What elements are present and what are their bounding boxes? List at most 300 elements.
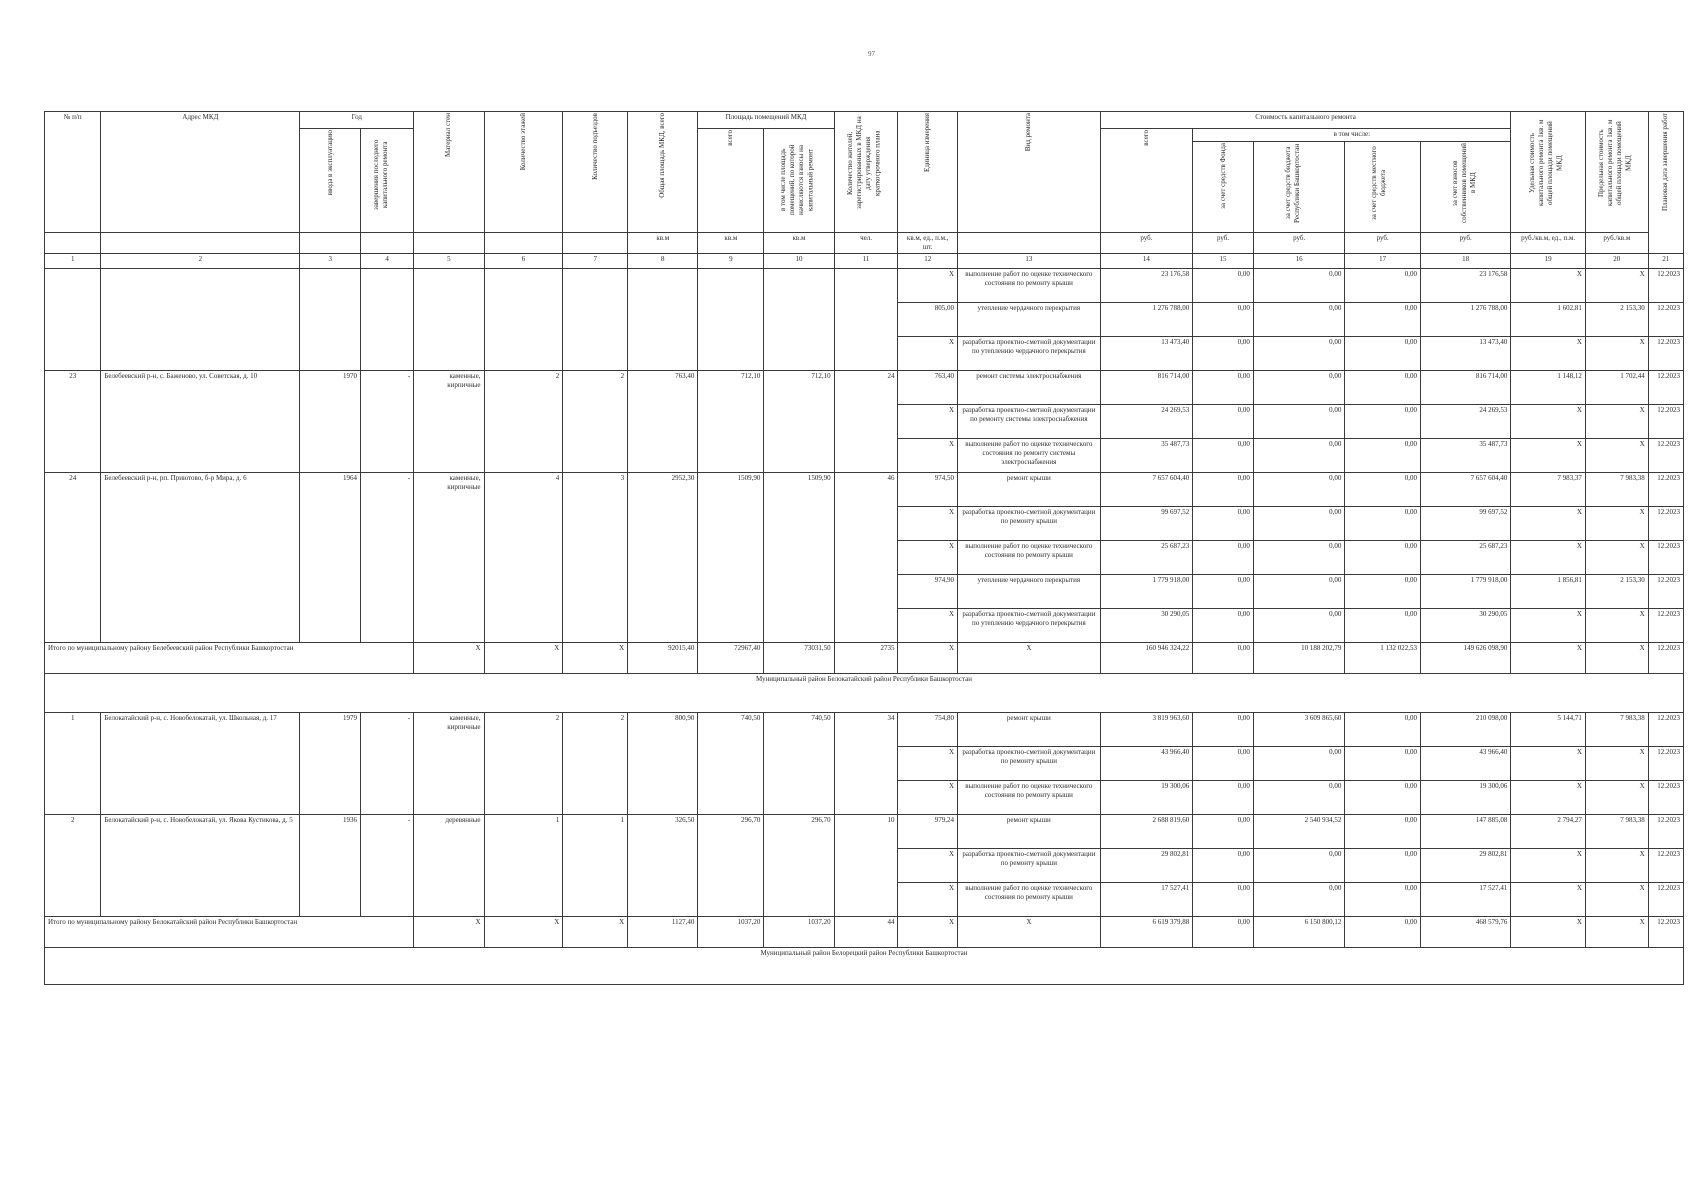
cost-total-cell: 17 527,41 bbox=[1100, 883, 1193, 917]
cost-owners-cell: 17 527,41 bbox=[1420, 883, 1510, 917]
max-cost-cell: X bbox=[1585, 541, 1648, 575]
cost-local-cell: 0,00 bbox=[1345, 575, 1421, 609]
unit-cell: X bbox=[898, 405, 958, 439]
column-number: 1 bbox=[45, 254, 101, 269]
header-cost-fund: за счет средств Фонда bbox=[1193, 142, 1254, 233]
cost-fund-cell: 0,00 bbox=[1193, 883, 1254, 917]
specific-cost-cell: X bbox=[1511, 747, 1585, 781]
cost-rb-cell: 0,00 bbox=[1253, 303, 1345, 337]
cost-local-cell: 0,00 bbox=[1345, 747, 1421, 781]
unit-cell: X bbox=[898, 337, 958, 371]
cost-fund-cell: 0,00 bbox=[1193, 405, 1254, 439]
specific-cost-cell: 7 983,37 bbox=[1511, 473, 1585, 507]
unit-cell: X bbox=[898, 609, 958, 643]
residents-cell: 34 bbox=[834, 713, 898, 815]
unit-cell: руб./кв.м bbox=[1585, 233, 1648, 254]
unit-cell: 805,00 bbox=[898, 303, 958, 337]
total-label-cell: Итого по муниципальному району Белебеевский район Республики Башкортостан bbox=[45, 643, 414, 674]
premises-area-cell: 712,10 bbox=[698, 371, 764, 473]
cost-owners-cell: 29 802,81 bbox=[1420, 849, 1510, 883]
column-number: 14 bbox=[1100, 254, 1193, 269]
deadline-cell: 12.2023 bbox=[1648, 541, 1683, 575]
row-number-cell: 24 bbox=[45, 473, 101, 643]
column-number: 8 bbox=[628, 254, 698, 269]
cost-owners-cell: 210 098,00 bbox=[1420, 713, 1510, 747]
column-number: 13 bbox=[958, 254, 1101, 269]
empty-cell bbox=[300, 269, 361, 371]
total-area-cell: 326,50 bbox=[628, 815, 698, 917]
contrib-area-cell: 712,10 bbox=[764, 371, 834, 473]
cost-fund-cell: 0,00 bbox=[1193, 507, 1254, 541]
section-title-cell: Муниципальный район Белокатайский район Республики Башкортостан bbox=[45, 674, 1684, 713]
premises-area-cell: 1509,90 bbox=[698, 473, 764, 643]
specific-cost-cell: X bbox=[1511, 609, 1585, 643]
max-cost-cell: 1 702,44 bbox=[1585, 371, 1648, 405]
repair-type-cell: выполнение работ по оценке технического состояния по ремонту крыши bbox=[958, 541, 1101, 575]
cost-rb-cell: 0,00 bbox=[1253, 507, 1345, 541]
cost-local-cell: 0,00 bbox=[1345, 815, 1421, 849]
cost-total-cell: 25 687,23 bbox=[1100, 541, 1193, 575]
total-spec-cell: X bbox=[1511, 917, 1585, 948]
last-repair-cell: - bbox=[361, 815, 414, 917]
repair-type-cell: выполнение работ по оценке технического состояния по ремонту крыши bbox=[958, 883, 1101, 917]
cost-local-cell: 0,00 bbox=[1345, 405, 1421, 439]
specific-cost-cell: 1 602,81 bbox=[1511, 303, 1585, 337]
total-area-cell: 763,40 bbox=[628, 371, 698, 473]
header-deadline: Плановая дата завершения работ bbox=[1648, 112, 1683, 254]
repair-type-cell: утепление чердачного перекрытия bbox=[958, 303, 1101, 337]
deadline-cell: 12.2023 bbox=[1648, 713, 1683, 747]
column-number: 12 bbox=[898, 254, 958, 269]
cost-fund-cell: 0,00 bbox=[1193, 303, 1254, 337]
header-cost-owners: за счет взносов собственников помещений в МКД bbox=[1420, 142, 1510, 233]
deadline-cell: 12.2023 bbox=[1648, 405, 1683, 439]
cost-local-cell: 0,00 bbox=[1345, 713, 1421, 747]
header-year: Год bbox=[300, 112, 414, 129]
cost-fund-cell: 0,00 bbox=[1193, 849, 1254, 883]
column-number: 15 bbox=[1193, 254, 1254, 269]
empty-cell bbox=[361, 269, 414, 371]
section-row bbox=[45, 674, 1684, 713]
cost-local-cell: 0,00 bbox=[1345, 849, 1421, 883]
entrances-cell: 2 bbox=[563, 371, 628, 473]
unit-cell: X bbox=[898, 541, 958, 575]
address-cell: Белебеевский р-н, рп. Приютово, б-р Мира, д. 6 bbox=[101, 473, 300, 643]
year-cell: 1979 bbox=[300, 713, 361, 815]
last-repair-cell: - bbox=[361, 371, 414, 473]
header-year-last-repair: завершения последнего капитального ремонта bbox=[361, 129, 414, 233]
deadline-cell: 12.2023 bbox=[1648, 815, 1683, 849]
max-cost-cell: X bbox=[1585, 849, 1648, 883]
contrib-area-cell: 296,70 bbox=[764, 815, 834, 917]
header-total-area: Общая площадь МКД, всего bbox=[628, 112, 698, 233]
total-repair-cell: X bbox=[958, 917, 1101, 948]
empty-cell bbox=[764, 269, 834, 371]
unit-cell: руб. bbox=[1420, 233, 1510, 254]
deadline-cell: 12.2023 bbox=[1648, 609, 1683, 643]
max-cost-cell: X bbox=[1585, 781, 1648, 815]
cost-total-cell: 1 779 918,00 bbox=[1100, 575, 1193, 609]
total-prem-cell: 72967,40 bbox=[698, 643, 764, 674]
total-row bbox=[45, 643, 1684, 674]
cost-rb-cell: 0,00 bbox=[1253, 541, 1345, 575]
deadline-cell: 12.2023 bbox=[1648, 269, 1683, 303]
unit-cell: 974,90 bbox=[898, 575, 958, 609]
specific-cost-cell: X bbox=[1511, 337, 1585, 371]
total-owners-cell: 149 626 098,90 bbox=[1420, 643, 1510, 674]
cost-fund-cell: 0,00 bbox=[1193, 473, 1254, 507]
column-number: 20 bbox=[1585, 254, 1648, 269]
repair-type-cell: разработка проектно-сметной документации по ремонту крыши bbox=[958, 849, 1101, 883]
section-row bbox=[45, 948, 1684, 985]
total-prem-cell: 1037,20 bbox=[698, 917, 764, 948]
deadline-cell: 12.2023 bbox=[1648, 439, 1683, 473]
total-unit-cell: X bbox=[898, 917, 958, 948]
total-unit-cell: X bbox=[898, 643, 958, 674]
year-cell: 1964 bbox=[300, 473, 361, 643]
header-year-commissioning: ввода в эксплуатацию bbox=[300, 129, 361, 233]
max-cost-cell: X bbox=[1585, 883, 1648, 917]
cost-owners-cell: 816 714,00 bbox=[1420, 371, 1510, 405]
total-spec-cell: X bbox=[1511, 643, 1585, 674]
max-cost-cell: X bbox=[1585, 269, 1648, 303]
unit-cell: X bbox=[898, 507, 958, 541]
header-row-1 bbox=[45, 112, 1684, 129]
max-cost-cell: X bbox=[1585, 405, 1648, 439]
column-number: 11 bbox=[834, 254, 898, 269]
max-cost-cell: 2 153,30 bbox=[1585, 303, 1648, 337]
repair-type-cell: разработка проектно-сметной документации по ремонту крыши bbox=[958, 507, 1101, 541]
total-rb-cell: 10 188 202,79 bbox=[1253, 643, 1345, 674]
header-entrances: Количество подъездов bbox=[563, 112, 628, 233]
floors-cell: 2 bbox=[484, 713, 563, 815]
cost-rb-cell: 0,00 bbox=[1253, 609, 1345, 643]
unit-cell: руб./кв.м, ед., п.м. bbox=[1511, 233, 1585, 254]
unit-cell: X bbox=[898, 439, 958, 473]
cost-owners-cell: 99 697,52 bbox=[1420, 507, 1510, 541]
column-number: 10 bbox=[764, 254, 834, 269]
cost-rb-cell: 0,00 bbox=[1253, 473, 1345, 507]
table-row bbox=[45, 371, 1684, 405]
cost-local-cell: 0,00 bbox=[1345, 541, 1421, 575]
repair-plan-table bbox=[44, 111, 1684, 985]
column-number: 5 bbox=[414, 254, 484, 269]
wall-material-cell: деревянные bbox=[414, 815, 484, 917]
unit-cell: X bbox=[898, 747, 958, 781]
cost-local-cell: 0,00 bbox=[1345, 337, 1421, 371]
specific-cost-cell: 2 794,27 bbox=[1511, 815, 1585, 849]
column-number: 9 bbox=[698, 254, 764, 269]
floors-cell: 4 bbox=[484, 473, 563, 643]
cost-rb-cell: 0,00 bbox=[1253, 747, 1345, 781]
header-incl: в том числе: bbox=[1193, 129, 1511, 142]
cost-local-cell: 0,00 bbox=[1345, 439, 1421, 473]
header-num: № п/п bbox=[45, 112, 101, 233]
total-date-cell: 12.2023 bbox=[1648, 917, 1683, 948]
cost-owners-cell: 24 269,53 bbox=[1420, 405, 1510, 439]
cost-owners-cell: 1 779 918,00 bbox=[1420, 575, 1510, 609]
cost-rb-cell: 2 540 934,52 bbox=[1253, 815, 1345, 849]
table-row bbox=[45, 815, 1684, 849]
repair-type-cell: выполнение работ по оценке технического состояния по ремонту крыши bbox=[958, 269, 1101, 303]
empty-cell bbox=[563, 269, 628, 371]
deadline-cell: 12.2023 bbox=[1648, 575, 1683, 609]
max-cost-cell: 7 983,38 bbox=[1585, 815, 1648, 849]
cost-fund-cell: 0,00 bbox=[1193, 815, 1254, 849]
cost-local-cell: 0,00 bbox=[1345, 883, 1421, 917]
deadline-cell: 12.2023 bbox=[1648, 473, 1683, 507]
specific-cost-cell: 1 148,12 bbox=[1511, 371, 1585, 405]
repair-type-cell: разработка проектно-сметной документации по утеплению чердачного перекрытия bbox=[958, 609, 1101, 643]
table-body bbox=[45, 112, 1684, 985]
column-number: 17 bbox=[1345, 254, 1421, 269]
deadline-cell: 12.2023 bbox=[1648, 883, 1683, 917]
repair-type-cell: утепление чердачного перекрытия bbox=[958, 575, 1101, 609]
unit-cell: 763,40 bbox=[898, 371, 958, 405]
floors-cell: 2 bbox=[484, 371, 563, 473]
cost-owners-cell: 35 487,73 bbox=[1420, 439, 1510, 473]
cost-owners-cell: 147 885,08 bbox=[1420, 815, 1510, 849]
unit-cell: 974,50 bbox=[898, 473, 958, 507]
unit-cell: X bbox=[898, 883, 958, 917]
specific-cost-cell: X bbox=[1511, 849, 1585, 883]
max-cost-cell: X bbox=[1585, 337, 1648, 371]
deadline-cell: 12.2023 bbox=[1648, 747, 1683, 781]
cost-total-cell: 3 819 963,60 bbox=[1100, 713, 1193, 747]
specific-cost-cell: 5 144,71 bbox=[1511, 713, 1585, 747]
deadline-cell: 12.2023 bbox=[1648, 303, 1683, 337]
total-contrib-cell: 73031,50 bbox=[764, 643, 834, 674]
specific-cost-cell: 1 856,81 bbox=[1511, 575, 1585, 609]
total-area-cell: 800,90 bbox=[628, 713, 698, 815]
header-repair-type: Вид ремонта bbox=[958, 112, 1101, 233]
unit-cell: чел. bbox=[834, 233, 898, 254]
last-repair-cell: - bbox=[361, 473, 414, 643]
empty-cell bbox=[101, 269, 300, 371]
specific-cost-cell: X bbox=[1511, 439, 1585, 473]
total-repair-cell: X bbox=[958, 643, 1101, 674]
cost-fund-cell: 0,00 bbox=[1193, 337, 1254, 371]
cost-fund-cell: 0,00 bbox=[1193, 541, 1254, 575]
total-fund-cell: 0,00 bbox=[1193, 917, 1254, 948]
repair-type-cell: разработка проектно-сметной документации по утеплению чердачного перекрытия bbox=[958, 337, 1101, 371]
empty-cell bbox=[834, 269, 898, 371]
max-cost-cell: 2 153,30 bbox=[1585, 575, 1648, 609]
max-cost-cell: X bbox=[1585, 747, 1648, 781]
cost-rb-cell: 0,00 bbox=[1253, 405, 1345, 439]
year-cell: 1970 bbox=[300, 371, 361, 473]
cost-owners-cell: 7 657 604,40 bbox=[1420, 473, 1510, 507]
repair-type-cell: выполнение работ по оценке технического состояния по ремонту крыши bbox=[958, 781, 1101, 815]
wall-material-cell: каменные, кирпичные bbox=[414, 371, 484, 473]
cost-fund-cell: 0,00 bbox=[1193, 575, 1254, 609]
unit-cell: кв.м, ед., п.м., шт. bbox=[898, 233, 958, 254]
unit-cell: руб. bbox=[1253, 233, 1345, 254]
page-number: 97 bbox=[868, 50, 875, 58]
deadline-cell: 12.2023 bbox=[1648, 507, 1683, 541]
total-floors-cell: X bbox=[484, 643, 563, 674]
cost-rb-cell: 0,00 bbox=[1253, 269, 1345, 303]
header-cost-local: за счет средств местного бюджета bbox=[1345, 142, 1421, 233]
cost-rb-cell: 0,00 bbox=[1253, 337, 1345, 371]
cost-rb-cell: 0,00 bbox=[1253, 781, 1345, 815]
cost-total-cell: 23 176,58 bbox=[1100, 269, 1193, 303]
cost-local-cell: 0,00 bbox=[1345, 609, 1421, 643]
total-rb-cell: 6 150 800,12 bbox=[1253, 917, 1345, 948]
specific-cost-cell: X bbox=[1511, 507, 1585, 541]
cost-fund-cell: 0,00 bbox=[1193, 371, 1254, 405]
column-number: 16 bbox=[1253, 254, 1345, 269]
repair-type-cell: разработка проектно-сметной документации по ремонту крыши bbox=[958, 747, 1101, 781]
column-number: 18 bbox=[1420, 254, 1510, 269]
contrib-area-cell: 740,50 bbox=[764, 713, 834, 815]
total-area-cell: 1127,40 bbox=[628, 917, 698, 948]
cost-local-cell: 0,00 bbox=[1345, 781, 1421, 815]
cost-fund-cell: 0,00 bbox=[1193, 439, 1254, 473]
total-entrances-cell: X bbox=[563, 917, 628, 948]
unit-cell: 979,24 bbox=[898, 815, 958, 849]
cost-total-cell: 1 276 788,00 bbox=[1100, 303, 1193, 337]
repair-plan-table-wrapper bbox=[44, 111, 1684, 985]
cost-total-cell: 19 300,06 bbox=[1100, 781, 1193, 815]
row-number-cell: 23 bbox=[45, 371, 101, 473]
header-cost-total: всего bbox=[1100, 129, 1193, 233]
cost-rb-cell: 3 609 865,60 bbox=[1253, 713, 1345, 747]
header-premises-area: Площадь помещений МКД bbox=[698, 112, 834, 129]
column-number: 7 bbox=[563, 254, 628, 269]
max-cost-cell: 7 983,38 bbox=[1585, 713, 1648, 747]
residents-cell: 24 bbox=[834, 371, 898, 473]
cost-total-cell: 35 487,73 bbox=[1100, 439, 1193, 473]
cost-total-cell: 13 473,40 bbox=[1100, 337, 1193, 371]
total-entrances-cell: X bbox=[563, 643, 628, 674]
total-local-cell: 1 132 022,53 bbox=[1345, 643, 1421, 674]
total-contrib-cell: 1037,20 bbox=[764, 917, 834, 948]
column-number: 3 bbox=[300, 254, 361, 269]
unit-cell: 754,80 bbox=[898, 713, 958, 747]
repair-type-cell: ремонт системы электроснабжения bbox=[958, 371, 1101, 405]
header-address: Адрес МКД bbox=[101, 112, 300, 233]
header-cost-rb: за счет средств бюджета Республики Башкортостан bbox=[1253, 142, 1345, 233]
cost-fund-cell: 0,00 bbox=[1193, 713, 1254, 747]
header-max-cost: Предельная стоимость капитального ремонта 1кв. м общей площади помещений МКД bbox=[1585, 112, 1648, 233]
empty-cell bbox=[414, 269, 484, 371]
table-row bbox=[45, 269, 1684, 303]
row-number-cell: 2 bbox=[45, 815, 101, 917]
header-premises-contrib: в том числе площадь помещений, по которой начисляются взносы на капитальный ремонт bbox=[764, 129, 834, 233]
deadline-cell: 12.2023 bbox=[1648, 781, 1683, 815]
empty-cell bbox=[45, 269, 101, 371]
table-row bbox=[45, 473, 1684, 507]
total-area-cell: 92015,40 bbox=[628, 643, 698, 674]
unit-cell: руб. bbox=[1345, 233, 1421, 254]
cost-total-cell: 29 802,81 bbox=[1100, 849, 1193, 883]
specific-cost-cell: X bbox=[1511, 269, 1585, 303]
total-material-cell: X bbox=[414, 643, 484, 674]
unit-cell: кв.м bbox=[764, 233, 834, 254]
address-cell: Белокатайский р-н, с. Новобелокатай, ул. Школьная, д. 17 bbox=[101, 713, 300, 815]
cost-total-cell: 99 697,52 bbox=[1100, 507, 1193, 541]
address-cell: Белокатайский р-н, с. Новобелокатай, ул. Якова Кустикова, д. 5 bbox=[101, 815, 300, 917]
cost-owners-cell: 19 300,06 bbox=[1420, 781, 1510, 815]
header-floors: Количество этажей bbox=[484, 112, 563, 233]
max-cost-cell: X bbox=[1585, 507, 1648, 541]
cost-total-cell: 43 966,40 bbox=[1100, 747, 1193, 781]
address-cell: Белебеевский р-н, с. Баженово, ул. Советская, д. 10 bbox=[101, 371, 300, 473]
unit-cell: кв.м bbox=[698, 233, 764, 254]
header-cost-title: Стоимость капитального ремонта bbox=[1100, 112, 1511, 129]
column-number: 6 bbox=[484, 254, 563, 269]
contrib-area-cell: 1509,90 bbox=[764, 473, 834, 643]
cost-owners-cell: 23 176,58 bbox=[1420, 269, 1510, 303]
cost-local-cell: 0,00 bbox=[1345, 473, 1421, 507]
last-repair-cell: - bbox=[361, 713, 414, 815]
column-numbers-row bbox=[45, 254, 1684, 269]
cost-local-cell: 0,00 bbox=[1345, 303, 1421, 337]
column-number: 19 bbox=[1511, 254, 1585, 269]
specific-cost-cell: X bbox=[1511, 405, 1585, 439]
cost-rb-cell: 0,00 bbox=[1253, 439, 1345, 473]
total-floors-cell: X bbox=[484, 917, 563, 948]
cost-local-cell: 0,00 bbox=[1345, 507, 1421, 541]
cost-rb-cell: 0,00 bbox=[1253, 575, 1345, 609]
cost-owners-cell: 13 473,40 bbox=[1420, 337, 1510, 371]
total-owners-cell: 468 579,76 bbox=[1420, 917, 1510, 948]
row-number-cell: 1 bbox=[45, 713, 101, 815]
unit-cell: X bbox=[898, 269, 958, 303]
unit-cell: X bbox=[898, 849, 958, 883]
max-cost-cell: X bbox=[1585, 439, 1648, 473]
entrances-cell: 3 bbox=[563, 473, 628, 643]
cost-rb-cell: 0,00 bbox=[1253, 883, 1345, 917]
cost-total-cell: 7 657 604,40 bbox=[1100, 473, 1193, 507]
cost-fund-cell: 0,00 bbox=[1193, 747, 1254, 781]
empty-cell bbox=[698, 269, 764, 371]
premises-area-cell: 296,70 bbox=[698, 815, 764, 917]
specific-cost-cell: X bbox=[1511, 781, 1585, 815]
column-number: 4 bbox=[361, 254, 414, 269]
header-wall-material: Материал стен bbox=[414, 112, 484, 233]
cost-owners-cell: 25 687,23 bbox=[1420, 541, 1510, 575]
cost-total-cell: 24 269,53 bbox=[1100, 405, 1193, 439]
residents-cell: 10 bbox=[834, 815, 898, 917]
repair-type-cell: ремонт крыши bbox=[958, 473, 1101, 507]
cost-local-cell: 0,00 bbox=[1345, 269, 1421, 303]
header-specific-cost: Удельная стоимость капитального ремонта 1кв. м общей площади помещений МКД bbox=[1511, 112, 1585, 233]
cost-rb-cell: 0,00 bbox=[1253, 849, 1345, 883]
residents-cell: 46 bbox=[834, 473, 898, 643]
unit-cell: руб. bbox=[1193, 233, 1254, 254]
repair-type-cell: выполнение работ по оценке технического состояния по ремонту системы электроснабжения bbox=[958, 439, 1101, 473]
total-fund-cell: 0,00 bbox=[1193, 643, 1254, 674]
repair-type-cell: ремонт крыши bbox=[958, 713, 1101, 747]
total-label-cell: Итого по муниципальному району Белокатайский район Республики Башкортостан bbox=[45, 917, 414, 948]
cost-total-cell: 30 290,05 bbox=[1100, 609, 1193, 643]
total-material-cell: X bbox=[414, 917, 484, 948]
empty-cell bbox=[484, 269, 563, 371]
unit-cell: руб. bbox=[1100, 233, 1193, 254]
max-cost-cell: 7 983,38 bbox=[1585, 473, 1648, 507]
unit-cell: кв.м bbox=[628, 233, 698, 254]
deadline-cell: 12.2023 bbox=[1648, 371, 1683, 405]
table-row bbox=[45, 713, 1684, 747]
total-max-cell: X bbox=[1585, 643, 1648, 674]
total-row bbox=[45, 917, 1684, 948]
floors-cell: 1 bbox=[484, 815, 563, 917]
entrances-cell: 2 bbox=[563, 713, 628, 815]
specific-cost-cell: X bbox=[1511, 883, 1585, 917]
section-title-cell: Муниципальный район Белорецкий район Республики Башкортостан bbox=[45, 948, 1684, 985]
